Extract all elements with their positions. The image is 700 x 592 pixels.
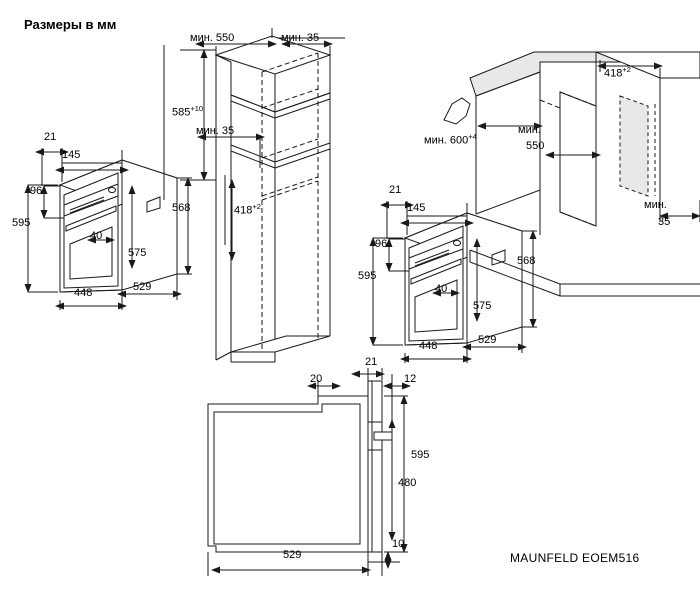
page-title: Размеры в мм — [24, 17, 117, 32]
dim-min-word-right: мин. — [644, 199, 667, 211]
dim-448-front-left: 448 — [74, 287, 93, 299]
dim-448-front-right: 448 — [419, 340, 438, 352]
model-label: MAUNFELD EOEM516 — [510, 551, 640, 565]
dim-595-side: 595 — [411, 449, 430, 461]
dim-145-front-right: 145 — [407, 202, 426, 214]
dim-529-front-right: 529 — [478, 334, 497, 346]
oven-front-left-geometry — [60, 160, 177, 292]
oven-front-right-geometry — [405, 213, 522, 345]
dim-35-right: 35 — [658, 216, 671, 228]
dim-20-side: 20 — [310, 373, 323, 385]
dim-96-front-right: 96 — [375, 238, 388, 250]
dim-575-front-right: 575 — [473, 300, 492, 312]
dim-min550-niche: мин. 550 — [190, 32, 235, 44]
dim-min600-undercounter: мин. $600^{+4}$ — [424, 132, 477, 147]
dim-96-front-left: 96 — [30, 185, 43, 197]
tall-niche-geometry — [216, 36, 330, 362]
dim-21-front-right: 21 — [389, 184, 402, 196]
dim-595-front-left: 595 — [12, 217, 31, 229]
dim-min35-niche-top: мин. 35 — [281, 32, 320, 44]
dim-12-side: 12 — [404, 373, 417, 385]
dim-21-side: 21 — [365, 356, 378, 368]
dim-585-niche: $585^{+10}$ — [172, 104, 204, 119]
dim-10-side: 10 — [392, 538, 405, 550]
dim-min35-niche-mid: мин. 35 — [196, 125, 235, 137]
oven-side-section-geometry — [208, 381, 392, 562]
dim-40-front-left: 40 — [90, 230, 103, 242]
dim-145-front-left: 145 — [62, 149, 81, 161]
dim-418-niche: $418^{+2}$ — [234, 202, 261, 217]
dim-40-front-right: 40 — [435, 283, 448, 295]
dim-595-front-right: 595 — [358, 270, 377, 282]
dim-568-front-left: 568 — [172, 202, 191, 214]
dim-568-front-right: 568 — [517, 255, 536, 267]
dim-min-word-undercounter: мин. — [518, 124, 541, 136]
dim-550-undercounter: 550 — [526, 140, 545, 152]
dim-529-front-left: 529 — [133, 281, 152, 293]
dim-480-side: 480 — [398, 477, 417, 489]
dim-575-front-left: 575 — [128, 247, 147, 259]
dim-529-side: 529 — [283, 549, 302, 561]
dim-418-undercounter: $418^{+2}$ — [604, 65, 631, 80]
dim-21-front-left: 21 — [44, 131, 57, 143]
